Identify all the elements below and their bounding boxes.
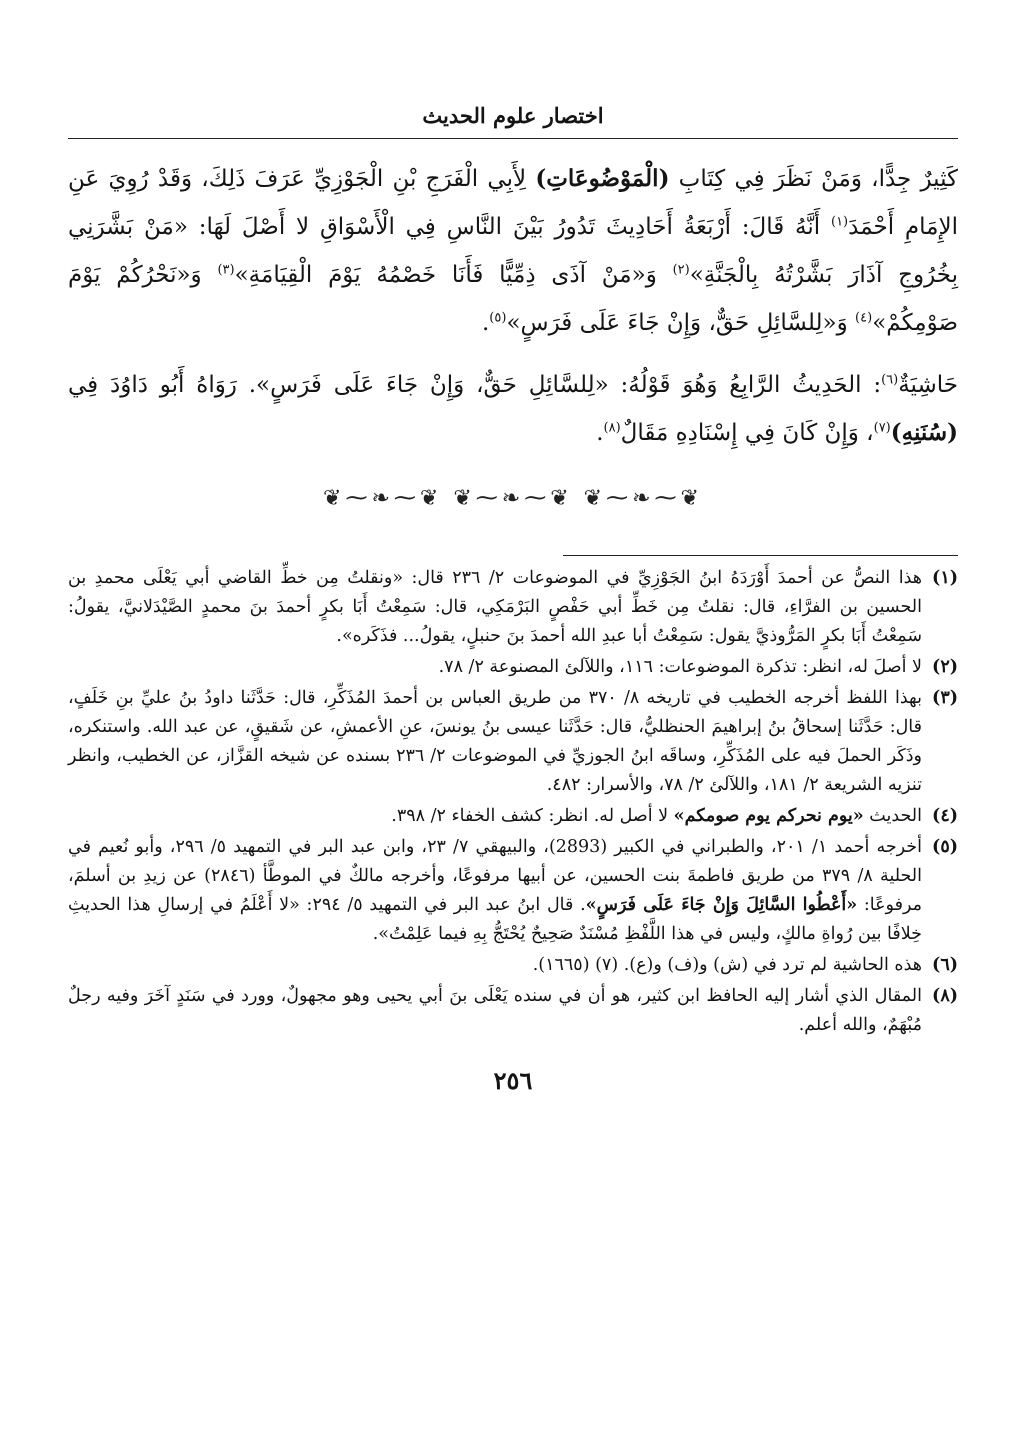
footnote-number: (٨) bbox=[932, 986, 958, 1006]
footnote-ref[interactable]: (٢) bbox=[672, 262, 690, 278]
text-span: الحديث bbox=[863, 806, 922, 826]
page-number: ٢٥٦ bbox=[493, 1066, 533, 1095]
book-title: (الْمَوْضُوعَاتِ) bbox=[535, 165, 670, 192]
footnote-number: (١) bbox=[932, 568, 958, 588]
footnote-ref[interactable]: (٥) bbox=[489, 310, 507, 326]
text-span: ، وَإِنْ كَانَ فِي إِسْنَادِهِ مَقَالٌ bbox=[620, 420, 874, 446]
footnote-number: (٢) bbox=[932, 657, 958, 677]
footnotes bbox=[68, 564, 958, 1040]
header-rule bbox=[68, 138, 958, 139]
footnote-ref[interactable]: (٤) bbox=[855, 310, 873, 326]
footnote-number: (٥) bbox=[932, 837, 958, 857]
book-page bbox=[68, 98, 958, 1398]
footnote-item bbox=[68, 833, 958, 949]
footnote-text bbox=[68, 833, 922, 949]
footnote-text bbox=[68, 802, 922, 831]
main-text bbox=[68, 155, 958, 457]
text-span: كَثِيرٌ جِدًّا، وَمَنْ نَظَرَ فِي كِتَابِ bbox=[669, 166, 958, 192]
text-span: وَ«لِلسَّائِلِ حَقٌّ، وَإِنْ جَاءَ عَلَى فَرَسٍ» bbox=[506, 310, 856, 336]
ornament-divider-icon: ❦⁓❧⁓❦ ❦⁓❧⁓❦ ❦⁓❧⁓❦ bbox=[323, 486, 703, 511]
text-span: أَنَّهُ قَالَ: أَرْبَعَةُ أَحَادِيثَ تَدُورُ بَيْنَ النَّاسِ فِي الْأَسْوَاقِ لا أَصْلَ لَهَا: «مَنْ بَشَّرَنِي بِخُرُوجِ آذَارَ بَشَّرْتُهُ بِالْجَنَّةِ» bbox=[68, 214, 959, 288]
text-span: . bbox=[596, 420, 604, 446]
text-span: . bbox=[481, 310, 490, 336]
main-paragraph bbox=[68, 155, 958, 347]
text-span: حَاشِيَةٌ bbox=[898, 372, 958, 398]
quoted-hadith: «يوم نحركم يوم صومكم» bbox=[673, 806, 864, 826]
quoted-hadith: «أَعْطُوا السَّائِلَ وَإِنْ جَاءَ عَلَى فَرَسٍ» bbox=[585, 895, 858, 915]
footnote-ref[interactable]: (٧) bbox=[873, 420, 891, 436]
footnote-text: لا أصلَ له، انظر: تذكرة الموضوعات: ١١٦، واللآلئ المصنوعة ٢/ ٧٨. bbox=[438, 657, 922, 677]
footnote-number: (٤) bbox=[932, 806, 958, 826]
text-span: أخرجه أحمد ١/ ٢٠١، والطبراني في الكبير (2893)، والبيهقي ٧/ ٢٣، وابن عبد البر في التمهيد ٥/ ٢٩٦، وأبو نُعيم في الحلية ٨/ ٣٧٩ من طريق فاطمةَ بنت الحسين، عن أبيها مرفوعًا، وأخرجه مالكٌ في الموطَّأ (٢٨٤٦) عن زيدِ بن أسلمَ، مرفوعًا: bbox=[68, 837, 923, 915]
footnote-ref[interactable]: (١) bbox=[830, 214, 849, 230]
footnote-ref[interactable]: (٦) bbox=[881, 372, 899, 388]
footnote-text: المقال الذي أشار إليه الحافظ ابن كثير، هو أن في سنده يَعْلَى بنَ أبي يحيى وهو مجهولٌ، وورد في سَنَدٍ آخَرَ وفيه رجلٌ مُبْهَمٌ، والله أعلم. bbox=[68, 986, 922, 1035]
text-span: . قال ابنُ عبد البر في التمهيد ٥/ ٢٩٤: «لا أَعْلَمُ في إرسالِ هذا الحديثِ خِلافًا بين رُواةِ مالكٍ، وليس في هذا اللَّفْظِ مُسْنَدٌ صَحِيحٌ يُحْتَجُّ بِهِ فيما عَلِمْتُ». bbox=[68, 895, 922, 944]
text-span: لا أصل له. انظر: كشف الخفاء ٢/ ٣٩٨. bbox=[391, 806, 674, 826]
text-span: وَ«نَحْرُكُمْ يَوْمَ صَوْمِكُمْ» bbox=[68, 262, 958, 336]
footnote-item bbox=[68, 684, 958, 800]
text-span: وَ«مَنْ آذَى ذِمِّيًّا فَأَنَا خَصْمُهُ يَوْمَ الْقِيَامَةِ» bbox=[234, 262, 673, 288]
margin-note-paragraph bbox=[68, 361, 958, 457]
footnote-item bbox=[68, 564, 958, 651]
text-span: : الحَدِيثُ الرَّابِعُ وَهُوَ قَوْلُهُ: «لِلسَّائِلِ حَقٌّ، وَإِنْ جَاءَ عَلَى فَرَسٍ». رَوَاهُ أَبُو دَاوُدَ فِي bbox=[68, 372, 882, 398]
footnote-text: هذه الحاشية لم ترد في (ش) و(ف) و(ع). (٧) (١٦٦٥). bbox=[532, 955, 922, 975]
footnote-ref[interactable]: (٨) bbox=[603, 420, 621, 436]
footnote-number: (٦) bbox=[932, 955, 958, 975]
footnote-text: هذا النصُّ عن أحمدَ أَوْرَدَهُ ابنُ الجَوْزِيِّ في الموضوعات ٢/ ٢٣٦ قال: «ونقلتُ مِن خطِّ القاضي أبي يَعْلَى محمدِ بن الحسين بن الفرَّاءِ، قال: نقلتُ مِن خَطِّ أبي حَفْصٍ البَرْمَكِي، قال: سَمِعْتُ أَبَا بكرٍ أحمدَ بنَ محمدٍ الصَّيْدَلانيَّ، يقولُ: سَمِعْتُ أَبَا بكرٍ المَرُّوذيَّ يقول: سَمِعْتُ أبا عبدِ الله أحمدَ بنَ حنبلٍ، يقولُ... فذَكَره». bbox=[68, 568, 922, 646]
book-title: (سُنَنِهِ) bbox=[890, 419, 958, 446]
footnote-item bbox=[68, 982, 958, 1040]
footnote-text: بهذا اللفظ أخرجه الخطيب في تاريخه ٨/ ٣٧٠ من طريق العباس بن أحمدَ المُذَكِّرِ، قال: حَدَّثَنا داودُ بنُ عليِّ بنِ خَلَفٍ، قال: حَدَّثَنا إسحاقُ بنُ إبراهيمَ الحنظليُّ، قال: حَدَّثَنا عيسى بنُ يونسَ، عنِ الأعمشِ، عن شَقيقٍ، عن عبد الله. واستنكره، وذَكَر الحملَ فيه على المُذَكِّرِ، وساقَه ابنُ الجوزيِّ في الموضوعات ٢/ ٢٣٦ بسنده عن شيخه القزَّاز، عن الخطيب، وانظر تنزيه الشريعة ٢/ ١٨١، واللآلئ ٢/ ٧٨، والأسرار: ٤٨٢. bbox=[68, 688, 922, 795]
running-head: اختصار علوم الحديث bbox=[422, 103, 604, 128]
footnote-number: (٣) bbox=[932, 688, 958, 708]
footnote-item bbox=[68, 951, 958, 980]
footnote-item bbox=[68, 653, 958, 682]
footnote-ref[interactable]: (٣) bbox=[217, 262, 235, 278]
footnote-rule bbox=[563, 555, 958, 556]
footnote-item bbox=[68, 802, 958, 831]
text-span: لِأَبِي الْفَرَجِ بْنِ الْجَوْزِيِّ عَرَفَ ذَلِكَ، وَقَدْ رُوِيَ عَنِ الإِمَامِ أَحْمَدَ bbox=[68, 166, 958, 240]
